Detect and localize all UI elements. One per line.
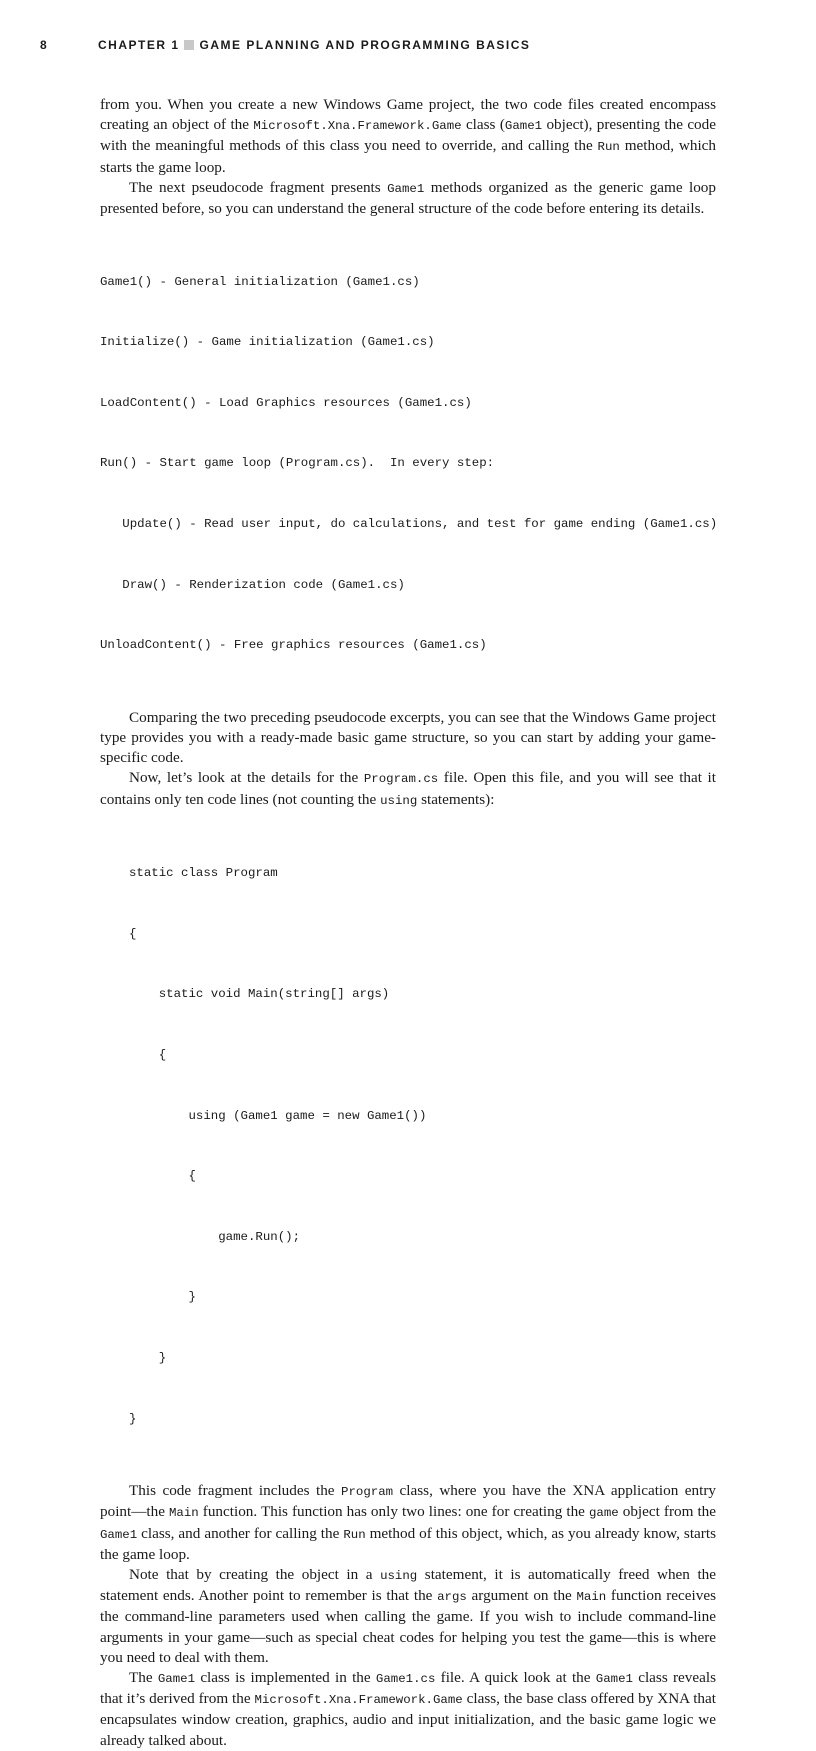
text-run: The [129,1668,158,1686]
text-run: This code fragment includes the [129,1482,342,1500]
text-run: statements): [417,790,495,808]
code-line: Run() - Start game loop (Program.cs). In every step: [100,456,495,471]
inline-code: args [437,1590,467,1605]
running-header [0,38,816,58]
inline-code: Microsoft.Xna.Framework.Game [253,119,462,134]
text-run: class, the base class offered by XNA that encapsulates window creation, graphics, audio and input initialization, and the basic game logic we already talked about. [100,1690,716,1749]
inline-code: Game1 [504,119,543,134]
text-run: function receives the command-line parameters used when calling the game. If you wish to include command-line arguments in your game—such as special cheat codes for helping you test the game—this is where you need to deal with them. [100,1587,716,1666]
text-run: method of this object, which, as you already know, starts the game loop. [100,1524,716,1563]
inline-code: Run [597,140,620,155]
code-line: { [129,926,137,941]
inline-code: Microsoft.Xna.Framework.Game [254,1693,463,1708]
page-body [100,95,716,1751]
paragraph-6 [100,1565,716,1668]
inline-code: Main [169,1506,199,1521]
code-line: game.Run(); [129,1229,301,1244]
text-run: Comparing the two preceding pseudocode excerpts, you can see that the Windows Game project type provides you with a ready-made basic game structure, so you can start by adding your game-specific code. [100,708,716,767]
code-line: { [129,1047,167,1062]
paragraph-2 [100,178,716,219]
inline-code: using [380,1568,418,1583]
text-run: methods organized as the generic game loop presented before, so you can understand the general structure of the code before entering its details. [100,178,716,218]
text-run: The next pseudocode fragment presents [129,178,388,196]
paragraph-4 [100,768,716,810]
text-run: class ( [461,116,505,134]
code-line: } [129,1290,196,1305]
paragraph-3 [100,708,716,769]
text-run: class is implemented in the [195,1668,376,1686]
inline-code: Game1 [157,1671,196,1686]
code-line: using (Game1 game = new Game1()) [129,1108,427,1123]
program-code-block [129,823,716,1469]
text-run: class, and another for calling the [137,1524,344,1542]
chapter-title: GAME PLANNING AND PROGRAMMING BASICS [199,38,531,52]
code-line: Initialize() - Game initialization (Game1.cs) [100,335,435,350]
inline-code: Program.cs [363,772,439,787]
paragraph-1 [100,95,716,178]
paragraph-7 [100,1668,716,1751]
text-run: statement, it is automatically freed when the statement ends. Another point to remember is that the [100,1565,716,1605]
code-line: Update() - Read user input, do calculations, and test for game ending (Game1.cs) [100,517,718,531]
inline-code: Main [576,1590,607,1605]
code-line: } [129,1411,137,1426]
code-line: Draw() - Renderization code (Game1.cs) [100,577,405,592]
text-run: argument on the [466,1587,577,1605]
text-run: file. Open this file, and you will see that it contains only ten code lines (not counting the [100,769,716,808]
inline-code: Game1.cs [375,1671,436,1686]
text-run: Now, let’s look at the details for the [129,769,364,787]
text-run: class reveals that it’s derived from the [100,1668,717,1708]
inline-code: game [588,1506,619,1521]
code-line: LoadContent() - Load Graphics resources (Game1.cs) [100,395,472,410]
chapter-heading [98,38,530,52]
code-line: UnloadContent() - Free graphics resources (Game1.cs) [100,638,487,653]
pseudocode-block [100,231,716,696]
code-line: } [129,1350,167,1365]
text-run: object), presenting the code with the meaningful methods of this class you need to override, and calling the [100,116,716,155]
text-run: from you. When you create a new Windows Game project, the two code files created encompass creating an object of the [100,96,716,134]
text-run: function. This function has only two lines: one for creating the [198,1503,589,1521]
inline-code: Game1 [100,1527,138,1542]
code-line: Game1() - General initialization (Game1.cs) [100,274,420,289]
text-run: Note that by creating the object in a [129,1565,381,1583]
text-run: file. A quick look at the [435,1668,596,1686]
page-number: 8 [40,38,48,52]
paragraph-5 [100,1481,716,1565]
square-bullet-icon [184,40,194,50]
text-run: class, where you have the XNA application entry point—the [100,1482,717,1521]
code-line: static class Program [129,866,278,881]
inline-code: using [380,793,418,808]
inline-code: Run [343,1527,366,1542]
inline-code: Program [341,1485,394,1500]
chapter-label: CHAPTER 1 [98,38,180,52]
inline-code: Game1 [387,181,425,196]
code-line: static void Main(string[] args) [129,987,390,1002]
inline-code: Game1 [595,1671,633,1686]
text-run: method, which starts the game loop. [100,137,717,176]
text-run: object from the [618,1503,716,1521]
code-line: { [129,1169,196,1184]
